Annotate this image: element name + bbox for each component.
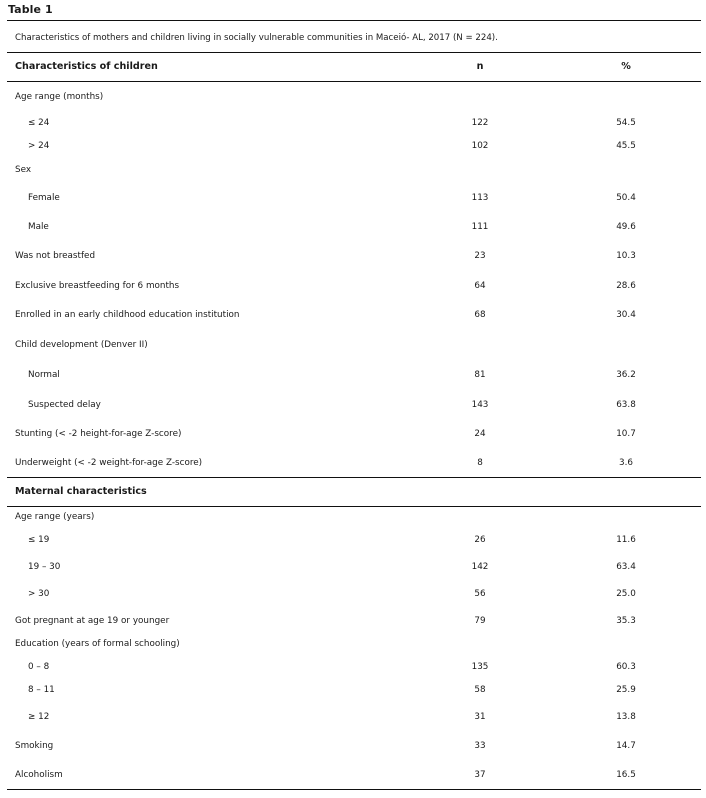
row-label: Enrolled in an early childhood education institution [15, 310, 240, 320]
row-count: 102 [471, 141, 489, 151]
row-count: 142 [471, 562, 489, 572]
table-row [0, 559, 706, 575]
rule-maternal-bottom [7, 506, 701, 507]
row-label: 8 – 11 [28, 685, 55, 695]
row-count: 64 [474, 281, 486, 291]
row-percent: 25.9 [616, 685, 636, 695]
row-count: 37 [474, 770, 486, 780]
row-label: Male [28, 222, 49, 232]
row-label: Female [28, 193, 60, 203]
table-row [0, 219, 706, 235]
table-row [0, 613, 706, 629]
row-percent: 35.3 [616, 616, 636, 626]
row-label: 0 – 8 [28, 662, 50, 672]
table-row [0, 138, 706, 154]
row-percent: 10.7 [616, 429, 636, 439]
table-row [0, 248, 706, 264]
table-row [0, 767, 706, 783]
row-count: 31 [474, 712, 486, 722]
row-label: > 24 [28, 141, 50, 151]
row-label: Got pregnant at age 19 or younger [15, 616, 170, 626]
rule-bottom [7, 789, 701, 790]
table-row [0, 636, 706, 652]
table-row [0, 532, 706, 548]
table-row [0, 455, 706, 471]
table-row [0, 337, 706, 353]
row-label: Exclusive breastfeeding for 6 months [15, 281, 180, 291]
row-label: ≥ 12 [28, 712, 50, 722]
row-percent: 10.3 [616, 251, 636, 261]
row-percent: 11.6 [616, 535, 636, 545]
table-row [0, 709, 706, 725]
row-percent: 14.7 [616, 741, 636, 751]
row-percent: 16.5 [616, 770, 636, 780]
table-label: Table 1 [8, 3, 53, 16]
column-header-n: n [476, 61, 484, 72]
row-percent: 60.3 [616, 662, 636, 672]
table-row [0, 115, 706, 131]
row-label: ≤ 19 [28, 535, 50, 545]
table-row [0, 586, 706, 602]
table-row [0, 426, 706, 442]
row-label: 19 – 30 [28, 562, 61, 572]
rule-top [7, 20, 701, 21]
table-row [0, 509, 706, 525]
row-percent: 45.5 [616, 141, 636, 151]
row-label: Age range (years) [15, 512, 95, 522]
row-label: Smoking [15, 741, 54, 751]
table-row [0, 89, 706, 105]
table-row [0, 659, 706, 675]
row-label: Was not breastfed [15, 251, 96, 261]
column-header-characteristics: Characteristics of children [15, 61, 158, 72]
row-count: 23 [474, 251, 486, 261]
column-header-percent: % [621, 61, 631, 72]
rule-maternal-top [7, 477, 701, 478]
row-count: 81 [474, 370, 486, 380]
row-label: ≤ 24 [28, 118, 50, 128]
row-count: 68 [474, 310, 486, 320]
row-count: 26 [474, 535, 486, 545]
row-count: 79 [474, 616, 486, 626]
row-count: 58 [474, 685, 486, 695]
table-row [0, 307, 706, 323]
row-count: 8 [477, 458, 483, 468]
row-label: Child development (Denver II) [15, 340, 148, 350]
row-percent: 49.6 [616, 222, 636, 232]
row-label: Age range (months) [15, 92, 104, 102]
row-label: > 30 [28, 589, 50, 599]
rule-header [7, 81, 701, 82]
table-row [0, 738, 706, 754]
row-count: 24 [474, 429, 486, 439]
row-percent: 30.4 [616, 310, 636, 320]
table-row [0, 397, 706, 413]
maternal-section-header: Maternal characteristics [15, 486, 147, 497]
row-percent: 54.5 [616, 118, 636, 128]
table-row [0, 162, 706, 178]
row-count: 113 [471, 193, 489, 203]
row-label: Suspected delay [28, 400, 101, 410]
row-percent: 25.0 [616, 589, 636, 599]
row-percent: 28.6 [616, 281, 636, 291]
row-percent: 63.8 [616, 400, 636, 410]
row-count: 143 [471, 400, 489, 410]
rule-caption [7, 52, 701, 53]
row-count: 56 [474, 589, 486, 599]
row-count: 33 [474, 741, 486, 751]
row-label: Normal [28, 370, 60, 380]
row-count: 122 [471, 118, 489, 128]
row-label: Underweight (< -2 weight-for-age Z-score) [15, 458, 203, 468]
table-caption: Characteristics of mothers and children living in socially vulnerable communities in Maceió- AL, 2017 (N = 224). [15, 33, 498, 43]
row-percent: 3.6 [619, 458, 633, 468]
row-label: Sex [15, 165, 32, 175]
row-percent: 63.4 [616, 562, 636, 572]
row-percent: 13.8 [616, 712, 636, 722]
row-percent: 50.4 [616, 193, 636, 203]
row-label: Alcoholism [15, 770, 63, 780]
table-row [0, 190, 706, 206]
table-row [0, 367, 706, 383]
row-label: Education (years of formal schooling) [15, 639, 180, 649]
row-percent: 36.2 [616, 370, 636, 380]
row-count: 111 [471, 222, 489, 232]
row-label: Stunting (< -2 height-for-age Z-score) [15, 429, 182, 439]
row-count: 135 [471, 662, 489, 672]
table-row [0, 278, 706, 294]
table-row [0, 682, 706, 698]
